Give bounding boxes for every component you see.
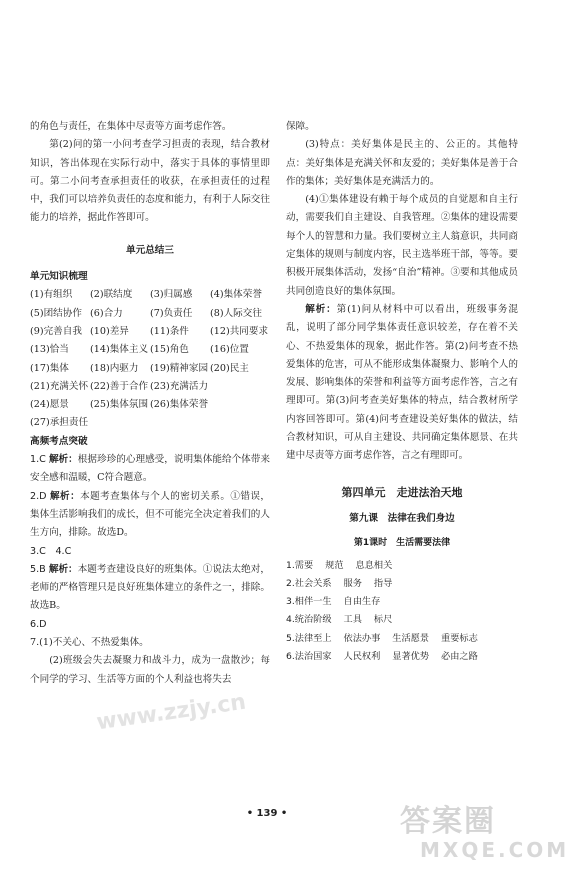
- answer-item: 服务: [343, 577, 362, 589]
- grid-cell: (9)完善自我: [30, 325, 82, 337]
- answer-item: 2.社会关系: [286, 577, 332, 589]
- answer-item: 3.相伴一生: [286, 596, 332, 608]
- grid-cell: (10)差异: [90, 325, 129, 337]
- grid-row: [30, 414, 270, 432]
- answer-1: [30, 451, 270, 488]
- period-one-title: 第1课时 生活需要法律: [353, 538, 451, 549]
- answer-item: 自由生存: [343, 596, 381, 608]
- right-para-3: (3)特点：美好集体是民主的、公正的。其他特点：美好集体是充满关怀和友爱的；美好集体是善于合作的集体；美好集体是充满活力的。: [286, 139, 518, 187]
- grid-row: [30, 286, 270, 304]
- knowledge-title: 单元知识梳理: [30, 271, 88, 283]
- answer-item: 4.统治阶级: [286, 614, 332, 626]
- answer-item: 6.法治国家: [286, 651, 332, 663]
- grid-cell: (21)充满关怀: [30, 380, 89, 392]
- analysis-text: 本题考查集体与个人的密切关系。①错误，集体生活影响我们的成长，但不可能完全决定着我们的人生方向，排除。故选D。: [30, 490, 271, 539]
- answer-7-2: (2)班级会失去凝聚力和战斗力，成为一盘散沙；每个同学的学习、生活等方面的个人利益也将失去: [30, 655, 270, 685]
- grid-cell: [150, 414, 210, 432]
- right-para-4: (4)①集体建设有赖于每个成员的自觉愿和自主行动，需要我们自主建设、自我管理。②集体的建设需要每个人的智慧和力量。我们要树立主人翁意识，共同商定集体的规则与制度内容，民主选举班干部，等等。要积极开展集体活动，发扬“自治”精神。③要和其他成员共同创造良好的集体氛围。: [286, 194, 518, 297]
- answer-6: 6.D: [30, 618, 47, 630]
- grid-cell: (22)善于合作: [90, 380, 149, 392]
- grid-cell: (3)归属感: [150, 289, 193, 301]
- analysis-text: 本题考查建设良好的班集体。①说法太绝对，老师的严格管理只是良好班集体建立的条件之一，排除。故选B。: [30, 563, 271, 612]
- grid-cell: [210, 378, 270, 396]
- answer-item: 息息相关: [355, 559, 393, 571]
- right-analysis: [286, 301, 518, 466]
- answer-item: 必由之路: [441, 651, 478, 663]
- answer-item: 生活愿景: [392, 632, 430, 644]
- answer-line: [286, 575, 518, 593]
- answer-item: 工具: [343, 614, 362, 626]
- answer-line: [286, 611, 518, 629]
- answer-item: 依法办事: [343, 632, 381, 644]
- answer-5: [30, 561, 270, 616]
- analysis-label: 解析：: [48, 454, 78, 466]
- left-intro-2: 第(2)问的第一小问考查学习担责的表现，结合教材知识，答出体现在实际行动中，落实于具体的事情里即可。第二小问考查承担责任的收获，在承担责任的过程中，我们可以培养负责任的态度和能力，有利于人际交往能力的培养，据此作答即可。: [30, 139, 270, 224]
- analysis-label: 解析：: [50, 490, 81, 502]
- answer-item: 5.法律至上: [286, 632, 332, 644]
- grid-cell: (24)愿景: [30, 399, 69, 411]
- grid-row: [30, 323, 270, 341]
- grid-cell: (25)集体氛围: [90, 399, 149, 411]
- watermark-domain: MXQE.COM: [420, 838, 569, 862]
- grid-cell: [90, 414, 150, 432]
- answer-line: [286, 630, 518, 648]
- grid-cell: (18)内驱力: [90, 362, 139, 374]
- grid-cell: (12)共同要求: [210, 325, 269, 337]
- answer-number: 1.C: [30, 454, 46, 466]
- grid-row: [30, 341, 270, 359]
- grid-cell: (5)团结协作: [30, 307, 82, 319]
- lesson-nine-title: 第九课 法律在我们身边: [349, 512, 455, 524]
- grid-cell: (23)充满活力: [150, 380, 209, 392]
- answer-item: 显著优势: [392, 651, 430, 663]
- grid-cell: (1)有组织: [30, 289, 73, 301]
- watermark-logo-text: 答案圈: [400, 804, 496, 839]
- unit-four-title: 第四单元 走进法治天地: [341, 485, 463, 499]
- answer-item: 重要标志: [441, 632, 478, 644]
- answer-number: 2.D: [30, 490, 47, 502]
- analysis-text: 根据珍珍的心理感受，说明集体能给个体带来安全感和温暖，C符合题意。: [30, 454, 271, 484]
- grid-cell: (11)条件: [150, 325, 189, 337]
- answer-7-1: 7.(1)不关心、不热爱集体。: [30, 637, 149, 649]
- grid-cell: (14)集体主义: [90, 344, 149, 356]
- left-column: [30, 118, 270, 689]
- grid-cell: (17)集体: [30, 362, 69, 374]
- grid-cell: (4)集体荣誉: [210, 289, 262, 301]
- grid-cell: [210, 414, 270, 432]
- answer-line: [286, 648, 518, 666]
- grid-cell: (2)联结度: [90, 289, 133, 301]
- answer-line: [286, 593, 518, 611]
- summary-title: 单元总结三: [126, 244, 174, 256]
- grid-cell: (26)集体荣誉: [150, 399, 209, 411]
- answer-line: [286, 557, 518, 575]
- grid-cell: (7)负责任: [150, 307, 193, 319]
- knowledge-grid: [30, 286, 270, 432]
- grid-row: [30, 396, 270, 414]
- grid-cell: (16)位置: [210, 344, 249, 356]
- grid-cell: (15)角色: [150, 344, 189, 356]
- watermark-url: www.zzjy.cn: [94, 689, 248, 736]
- grid-cell: (27)承担责任: [30, 417, 89, 429]
- answer-2: [30, 488, 270, 543]
- grid-row: [30, 378, 270, 396]
- grid-cell: [210, 396, 270, 414]
- answer-3-4: 3.C 4.C: [30, 545, 72, 557]
- grid-row: [30, 360, 270, 378]
- grid-cell: (20)民主: [210, 362, 249, 374]
- right-line-1: 保障。: [286, 121, 315, 132]
- left-intro-1: 的角色与责任，在集体中尽责等方面考虑作答。: [30, 121, 232, 132]
- grid-row: [30, 305, 270, 323]
- answer-item: 指导: [373, 577, 393, 589]
- breakthrough-title: 高频考点突破: [30, 435, 88, 447]
- grid-cell: (6)合力: [90, 307, 123, 319]
- answer-number: 5.B: [30, 563, 46, 575]
- answer-item: 1.需要: [286, 559, 314, 571]
- analysis-text: 第(1)问从材料中可以看出，班级事务混乱，说明了部分同学集体责任意识较差，存在着不关心、不热爱集体的现象，据此作答。第(2)问考查不热爱集体的危害，可从不能形成集体凝聚力、影响个人的发展、影响集体的荣誉和利益等方面考虑作答，言之有理即可。第(3)问考查美好集体的特点，结合教材所学内容回答即可。第(4)问考查建设美好集体的做法，结合教材知识，可从自主建设、共同确定集体愿景、在共建中尽责等方面考虑作答，言之有理即可。: [286, 303, 519, 462]
- grid-cell: (8)人际交往: [210, 307, 262, 319]
- answer-item: 标尺: [373, 614, 393, 626]
- answer-item: 规范: [325, 559, 344, 571]
- answer-item: 人民权利: [343, 651, 381, 663]
- right-column: [286, 118, 518, 666]
- page-number: • 139 •: [246, 808, 288, 819]
- grid-cell: (13)恰当: [30, 344, 69, 356]
- grid-cell: (19)精神家园: [150, 362, 209, 374]
- analysis-label: 解析：: [48, 563, 78, 575]
- analysis-label: 解析：: [305, 303, 337, 315]
